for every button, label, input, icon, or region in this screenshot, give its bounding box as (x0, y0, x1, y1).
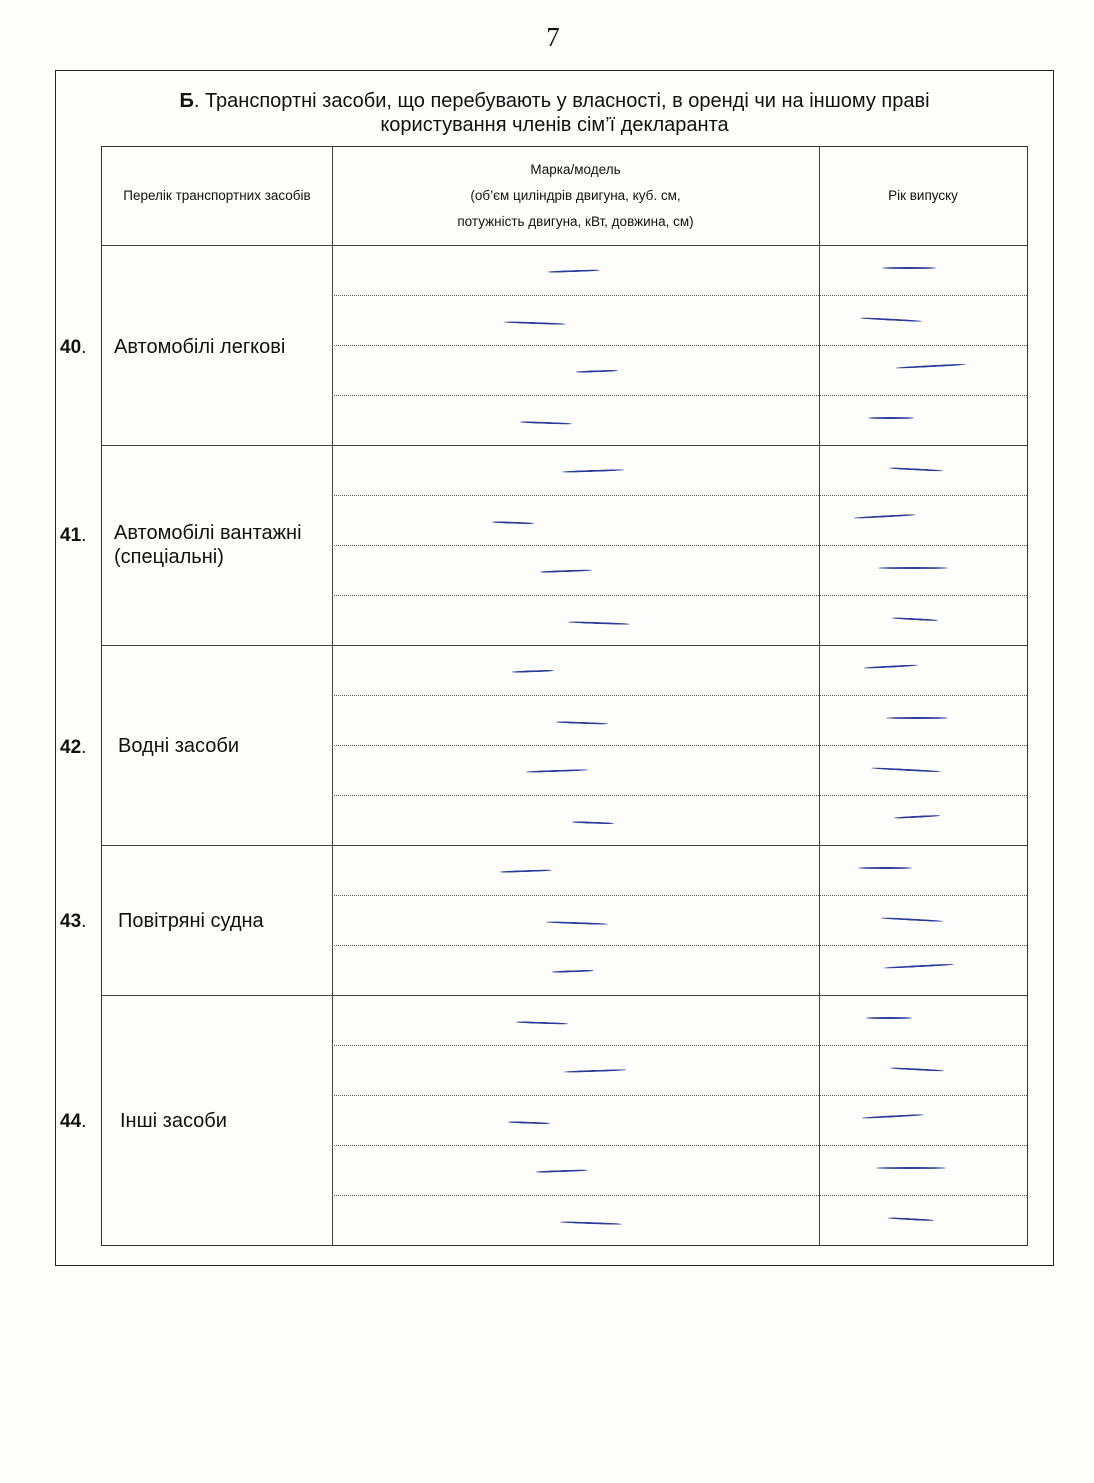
section-number: 43. (60, 911, 87, 932)
page-number: 7 (546, 22, 560, 52)
row-divider (332, 945, 1027, 946)
header-model-line-3: потужність двигуна, кВт, довжина, см) (457, 214, 694, 229)
header-vehicles (102, 147, 332, 245)
header-model-line-2: (об’єм циліндрів двигуна, куб. см, (470, 188, 681, 203)
section-number: 42. (60, 737, 87, 758)
header-model-line-1: Марка/модель (530, 162, 621, 177)
title-letter: Б (179, 90, 194, 112)
title-line-2: користування членів сім’ї декларанта (380, 114, 729, 136)
row-divider (332, 795, 1027, 796)
row-divider (332, 1195, 1027, 1196)
row-divider (332, 1045, 1027, 1046)
row-divider (332, 745, 1027, 746)
section-label: Автомобілі вантажні (спеціальні) (114, 522, 302, 568)
vehicles-table (60, 146, 1028, 1246)
year-dash-mark (876, 1167, 946, 1169)
row-divider (332, 295, 1027, 296)
row-divider (332, 545, 1027, 546)
row-divider (332, 345, 1027, 346)
row-divider (332, 495, 1027, 496)
form-title (56, 89, 1053, 137)
row-divider (332, 595, 1027, 596)
section-44 (60, 995, 1027, 1245)
section-number: 40. (60, 337, 87, 358)
section-number: 44. (60, 1111, 87, 1132)
row-divider (332, 1095, 1027, 1096)
header-vehicles-label: Перелік транспортних засобів (123, 188, 311, 203)
year-dash-mark (868, 417, 914, 419)
row-divider (332, 895, 1027, 896)
row-divider (332, 695, 1027, 696)
section-label: Автомобілі легкові (114, 336, 286, 358)
year-dash-mark (882, 267, 936, 269)
row-divider (332, 395, 1027, 396)
year-dash-mark (858, 867, 912, 869)
section-label: Інші засоби (120, 1110, 227, 1132)
row-divider (332, 1145, 1027, 1146)
header-year (819, 147, 1027, 245)
header-model (332, 147, 819, 245)
section-label: Водні засоби (118, 735, 240, 757)
section-label: Повітряні судна (118, 910, 264, 932)
year-dash-mark (878, 567, 948, 569)
header-year-label: Рік випуску (888, 188, 958, 203)
year-dash-mark (886, 717, 948, 719)
form-frame (55, 70, 1054, 1266)
section-number: 41. (60, 525, 87, 546)
year-dash-mark (866, 1017, 912, 1019)
title-line-1: . Транспортні засоби, що перебувають у власності, в оренді чи на іншому праві (193, 90, 930, 112)
